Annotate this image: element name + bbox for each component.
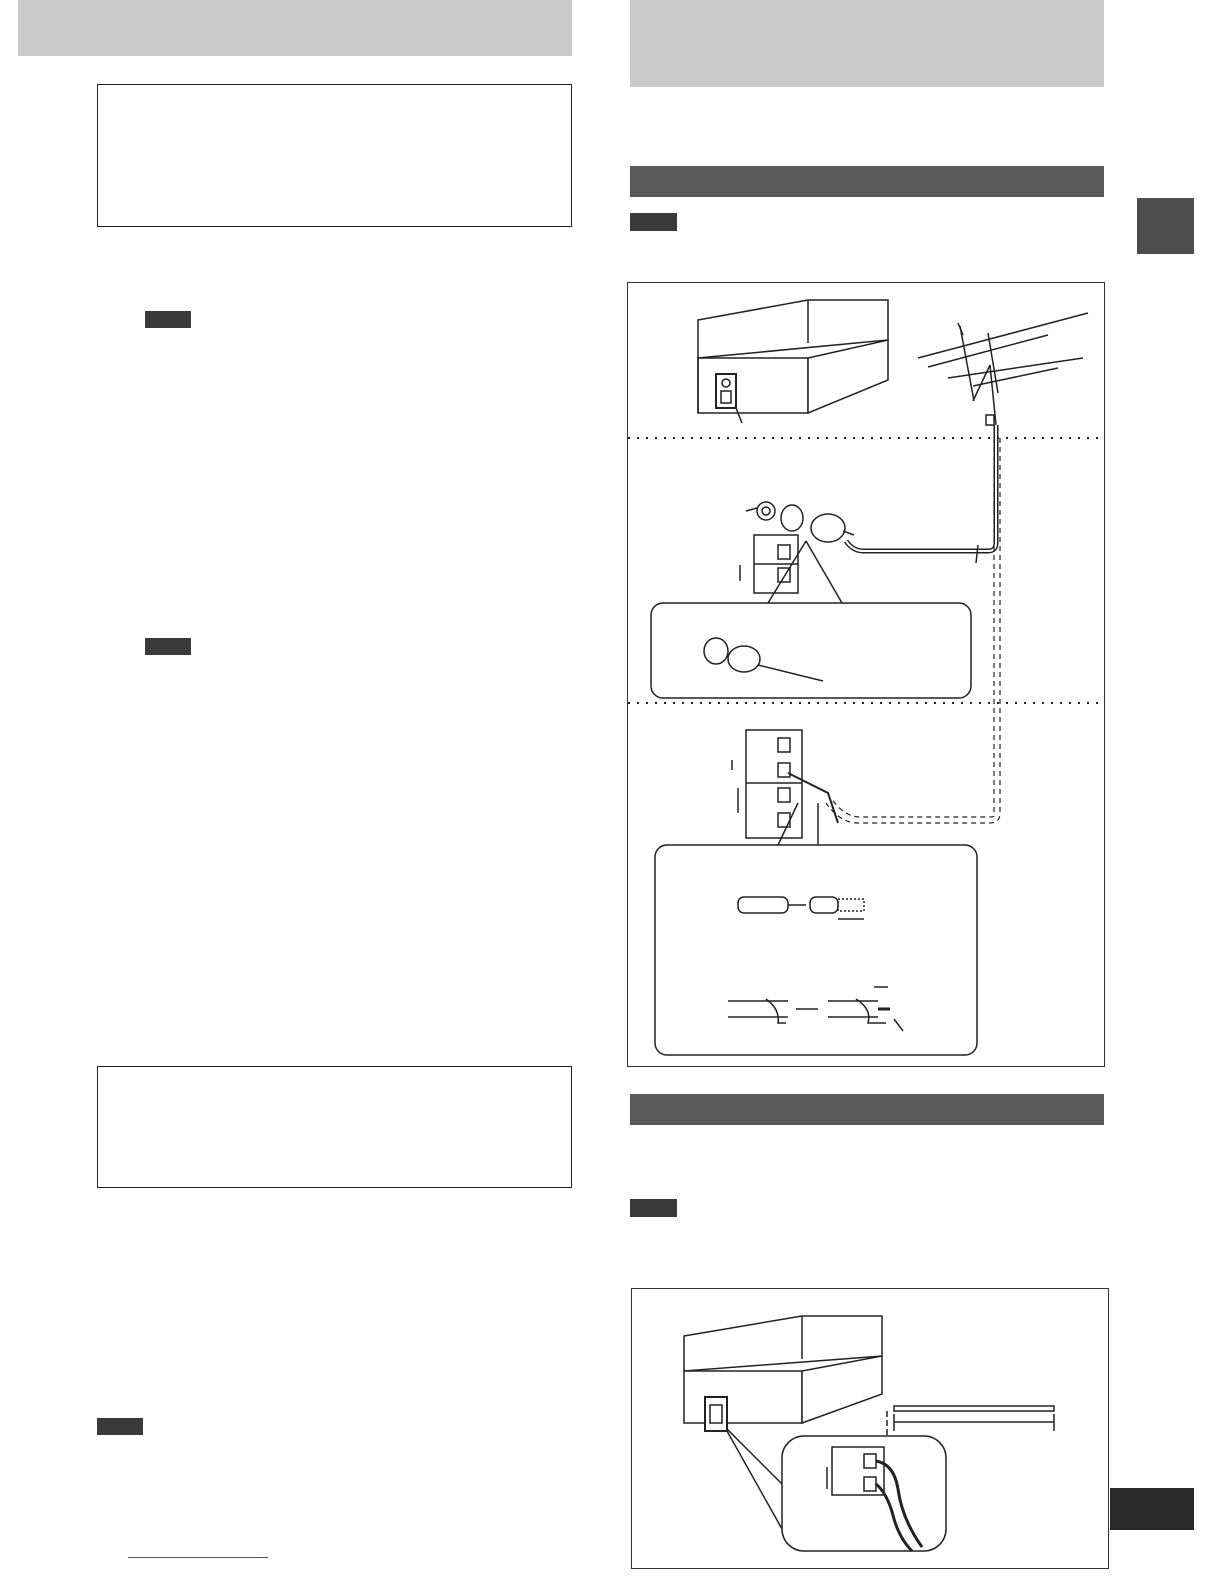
right-note-tag-1: [630, 213, 677, 231]
antenna-section-bar: [630, 166, 1104, 197]
right-note-tag-2: [630, 1199, 677, 1217]
left-top-notice-box: [97, 84, 572, 227]
side-index-tab: [1137, 198, 1194, 254]
bottom-link-underline: [128, 1557, 268, 1558]
right-header-band: [630, 0, 1104, 87]
page-number-tab: [1110, 1488, 1194, 1530]
left-note-tag-3: [97, 1418, 143, 1435]
second-section-bar: [630, 1094, 1104, 1125]
left-bottom-notice-box: [97, 1066, 572, 1188]
wire-connection-drawing: [632, 1289, 1108, 1568]
left-note-tag-1: [145, 311, 191, 328]
left-header-band: [18, 0, 572, 56]
left-note-tag-2: [145, 638, 191, 655]
wire-connection-figure: [631, 1288, 1109, 1569]
antenna-connection-drawing: [628, 283, 1104, 1066]
antenna-connection-figure: [627, 282, 1105, 1067]
